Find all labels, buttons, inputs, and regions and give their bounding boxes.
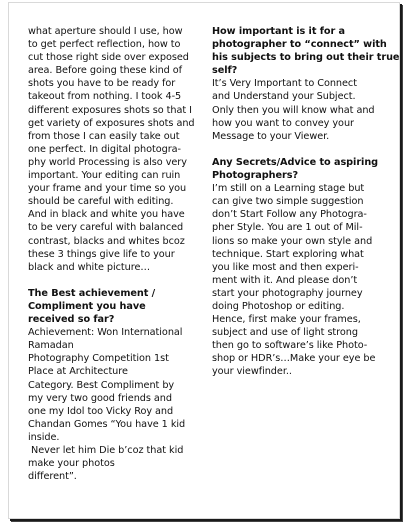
text-line: Category. Best Compliment by [28, 379, 175, 391]
text-line: Message to your Viewer. [212, 130, 330, 142]
text-line: my very two good friends and [28, 392, 172, 404]
text-line: ment with it. And please don’t [212, 274, 358, 286]
text-line: area. Before going these kind of [28, 65, 183, 77]
text-line: Achievement: Won International [28, 327, 183, 339]
text-line: make your photos [28, 458, 115, 470]
text-line: shop or HDR’s…Make your eye be [212, 353, 376, 365]
text-line: Never let him Die b’coz that kid [28, 445, 184, 456]
text-line: don’t Start Follow any Photogra- [212, 209, 367, 221]
achievement-paragraph [28, 326, 211, 483]
text-line: you like most and then experi- [212, 261, 359, 273]
intro-paragraph [28, 25, 211, 274]
text-line: lions so make your own style and [212, 235, 373, 247]
text-line: It’s Very Important to Connect [212, 78, 357, 90]
heading-line: his subjects to bring out their true [212, 52, 400, 64]
connect-heading [212, 25, 400, 77]
text-line: then go to software’s like Photo- [212, 340, 368, 352]
text-line: should be careful with editing. [28, 196, 174, 208]
heading-line: Photographers? [212, 170, 299, 182]
connect-paragraph [212, 77, 394, 142]
text-line: different exposures shots so that I [28, 104, 192, 116]
text-line: pher Style. You are 1 out of Mil- [212, 222, 363, 234]
heading-line: How important is it for a [212, 26, 346, 37]
heading-line: Any Secrets/Advice to aspiring [212, 156, 379, 168]
text-line: to be very careful with balanced [28, 222, 184, 234]
text-line: what aperture should I use, how [28, 26, 183, 37]
text-line: Photography Competition 1st [28, 353, 169, 365]
text-line: how you want to convey your [212, 117, 354, 129]
heading-line: self? [212, 65, 238, 77]
text-line: get variety of exposures shots and [28, 117, 195, 129]
advice-heading [212, 156, 394, 182]
text-line: Place at Architecture [28, 366, 128, 378]
text-line: I’m still on a Learning stage but [212, 183, 365, 195]
left-column [28, 25, 211, 483]
text-line: Ramadan [28, 340, 74, 352]
heading-line: photographer to “connect” with [212, 39, 387, 51]
text-line: to get perfect reflection, how to [28, 39, 181, 51]
text-line: takeout from nothing. I took 4-5 [28, 91, 182, 103]
paragraph-gap [212, 143, 394, 156]
text-line: shots you have to be ready for [28, 78, 176, 90]
text-line: start your photography journey [212, 287, 363, 299]
text-line: from those I can easily take out [28, 130, 180, 142]
text-line: Hence, first make your frames, [212, 314, 361, 326]
text-line: one my Idol too Vicky Roy and [28, 405, 174, 417]
text-line: these 3 things give life to your [28, 248, 175, 260]
text-line: contrast, blacks and whites bcoz [28, 235, 185, 247]
text-line: Only then you will know what and [212, 104, 375, 116]
text-line: doing Photoshop or editing. [212, 300, 345, 312]
heading-line: Compliment you have [28, 300, 146, 312]
heading-line: received so far? [28, 314, 115, 326]
achievement-heading [28, 287, 211, 326]
right-column [212, 25, 400, 379]
text-line: Chandan Gomes “You have 1 kid [28, 418, 186, 430]
text-line: technique. Start exploring what [212, 248, 364, 260]
advice-paragraph [212, 182, 394, 378]
text-line: can give two simple suggestion [212, 196, 364, 208]
paragraph-gap [28, 274, 211, 287]
text-line: And in black and white you have [28, 209, 185, 221]
text-line: your viewfinder.. [212, 366, 292, 378]
text-line: subject and use of light strong [212, 327, 358, 339]
text-line: inside. [28, 431, 60, 443]
text-line: cut those right side over exposed [28, 52, 189, 64]
text-line: important. Your editing can ruin [28, 170, 181, 182]
text-line: your frame and your time so you [28, 183, 187, 195]
text-line: one perfect. In digital photogra- [28, 143, 181, 155]
text-line: different”. [28, 471, 77, 483]
heading-line: The Best achievement / [28, 287, 156, 299]
text-line: and Understand your Subject. [212, 91, 356, 103]
text-line: black and white picture… [28, 261, 151, 273]
magazine-page [8, 2, 400, 519]
text-line: phy world Processing is also very [28, 156, 187, 168]
